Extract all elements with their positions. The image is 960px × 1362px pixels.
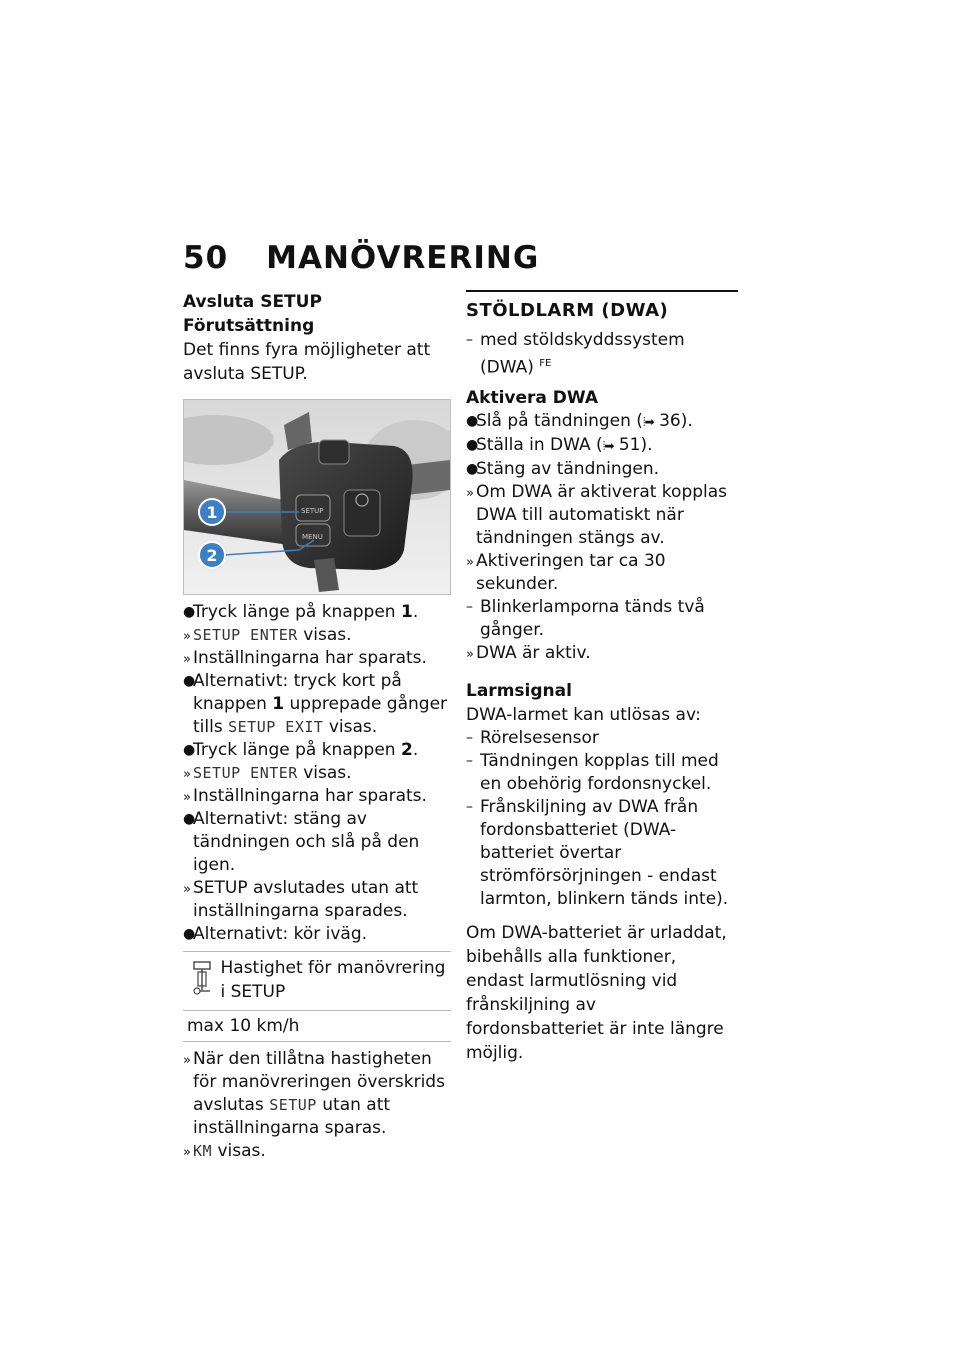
result-icon: » (466, 646, 474, 662)
speed-limit-label: Hastighet för manövrering i SETUP (220, 958, 446, 1002)
step-bullet (183, 601, 451, 624)
step-result (183, 877, 451, 923)
result-icon: » (183, 1145, 191, 1160)
step-tail: ). (680, 410, 693, 431)
result-text: visas. (297, 763, 352, 783)
callout-2: 2 (206, 546, 218, 565)
step-bullet (466, 410, 738, 434)
intro-text: Det finns fyra möjligheter att avsluta SETUP. (183, 340, 431, 384)
handlebar-switch-illustration (184, 400, 450, 594)
bullet-icon: ● (183, 926, 196, 942)
step-text: Ställa in DWA ( (476, 434, 603, 455)
step-text: Alternativt: kör iväg. (193, 924, 368, 944)
option-marker: FE (539, 358, 552, 369)
page-header (183, 240, 539, 276)
result-icon: » (183, 790, 191, 805)
alarm-intro: DWA-larmet kan utlösas av: (466, 704, 701, 725)
display-text: SETUP ENTER (193, 626, 298, 644)
condition-text: med stöldskyddssystem (DWA) (480, 330, 685, 378)
chapter-title: MANÖVRERING (266, 240, 540, 276)
display-text: SETUP ENTER (193, 764, 298, 782)
step-text: Tryck länge på knappen (193, 602, 401, 622)
step-ref: 1 (400, 602, 413, 622)
step-result (183, 762, 451, 785)
result-icon: » (183, 1053, 191, 1068)
speedometer-icon (183, 956, 221, 1004)
step-text: Stäng av tändningen. (476, 458, 660, 479)
result-text: utan att inställningarna sparas. (193, 1095, 391, 1138)
dash-icon: – (466, 729, 473, 746)
step-bullet (183, 923, 451, 946)
step-bullet (183, 808, 451, 877)
step-ref: 1 (272, 694, 285, 714)
bullet-icon: ● (183, 811, 196, 827)
dash-item (466, 596, 738, 642)
step-tail: visas. (323, 717, 378, 737)
dash-text: Blinkerlamporna tänds två gånger. (480, 596, 705, 640)
step-result (466, 642, 738, 665)
dash-icon: – (466, 332, 473, 348)
result-text: När den tillåtna hastigheten för manövreringen överskrids avslutas (193, 1049, 445, 1115)
section-title: STÖLDLARM (DWA) (466, 290, 738, 321)
step-text: Tryck länge på knappen (193, 740, 401, 760)
activate-heading: Aktivera DWA (466, 387, 599, 408)
setup-button-label: SETUP (301, 507, 324, 515)
bullet-icon: ● (183, 604, 196, 620)
step-result (466, 550, 738, 596)
result-icon: » (183, 767, 191, 782)
step-result (183, 785, 451, 808)
dash-icon: – (466, 798, 473, 815)
result-icon: » (183, 652, 191, 667)
alarm-item (466, 796, 738, 911)
bullet-icon: ● (466, 412, 479, 429)
alarm-item-text: Tändningen kopplas till med en obehörig fordonsnyckel. (480, 750, 719, 794)
alarm-item-text: Rörelsesensor (480, 727, 599, 748)
bullet-icon: ● (466, 460, 479, 477)
step-text: Slå på tändningen ( (476, 410, 643, 431)
alarm-item-text: Frånskiljning av DWA från fordonsbatteriet (DWA-batteriet övertar strömförsörjningen - endast larmton, blinkern tänds inte). (480, 796, 729, 909)
display-text: SETUP EXIT (228, 718, 324, 736)
speed-limit-table (183, 951, 451, 1042)
condition (466, 329, 738, 380)
result-icon: » (466, 485, 474, 501)
result-text: visas. (212, 1141, 266, 1161)
bullet-icon: ● (183, 742, 196, 758)
step-bullet (183, 670, 451, 739)
bullet-icon: ● (466, 436, 479, 453)
prerequisite-heading: Förutsättning (183, 316, 315, 336)
step-ref: 2 (400, 740, 413, 760)
page-ref-arrow-icon: ⦙➡ (642, 414, 654, 429)
step-tail: . (412, 740, 419, 760)
result-text: Inställningarna har sparats. (193, 648, 427, 668)
step-result (183, 1140, 451, 1163)
bullet-icon: ● (183, 673, 196, 689)
section-heading: Avsluta SETUP (183, 292, 322, 312)
menu-button-label: MENU (302, 533, 323, 541)
handlebar-switch-figure (183, 399, 451, 595)
result-text: SETUP avslutades utan att inställningarna sparades. (193, 878, 419, 921)
result-text: Om DWA är aktiverat kopplas DWA till automatiskt när tändningen stängs av. (476, 481, 728, 548)
alarm-item (466, 750, 738, 796)
speed-limit-value: max 10 km/h (187, 1016, 300, 1036)
page-ref-arrow-icon: ⦙➡ (602, 438, 614, 453)
left-column (183, 290, 451, 1163)
result-text: Inställningarna har sparats. (193, 786, 427, 806)
result-text: visas. (297, 625, 352, 645)
dash-icon: – (466, 598, 473, 615)
callout-1: 1 (206, 503, 218, 522)
page-number: 50 (183, 240, 229, 276)
page-ref[interactable]: 36 (659, 410, 681, 431)
step-result (183, 647, 451, 670)
dash-icon: – (466, 752, 473, 769)
step-bullet (466, 434, 738, 458)
alarm-heading: Larmsignal (466, 680, 572, 701)
result-icon: » (183, 629, 191, 644)
right-column (466, 290, 738, 1065)
result-text: Aktiveringen tar ca 30 sekunder. (476, 550, 666, 594)
step-result (183, 624, 451, 647)
step-text: Alternativt: stäng av tändningen och slå på den igen. (193, 809, 420, 875)
step-result (183, 1048, 451, 1140)
result-icon: » (183, 882, 191, 897)
display-text: KM (193, 1142, 213, 1160)
step-tail: . (412, 602, 419, 622)
result-text: DWA är aktiv. (476, 642, 591, 663)
closing-text: Om DWA-batteriet är urladdat, bibehålls alla funktioner, endast larmutlösning vid frånskiljning av fordonsbatteriet är inte längre möjlig. (466, 922, 727, 1063)
step-tail: ). (640, 434, 653, 455)
display-text: SETUP (269, 1096, 317, 1114)
alarm-item (466, 727, 738, 750)
step-bullet (183, 739, 451, 762)
result-icon: » (466, 554, 474, 570)
step-tail: upprepade gånger tills (193, 694, 448, 737)
step-text: Alternativt: tryck kort på knappen (193, 671, 402, 714)
page-ref[interactable]: 51 (618, 434, 641, 455)
step-result (466, 481, 738, 550)
step-bullet (466, 458, 738, 481)
